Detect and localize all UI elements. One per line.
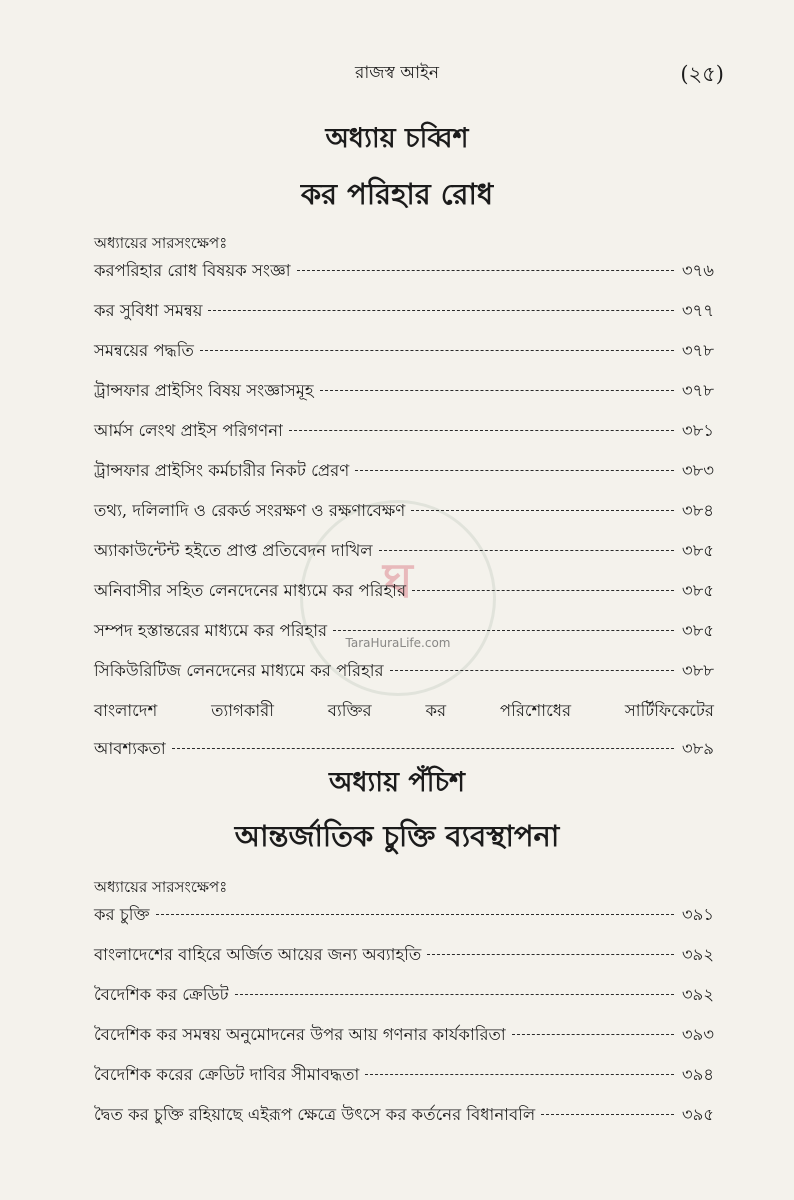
toc-entry[interactable]	[94, 618, 714, 658]
summary-label: অধ্যায়ের সারসংক্ষেপঃ	[94, 878, 228, 896]
toc-entry-title: অনিবাসীর সহিত লেনদেনের মাধ্যমে কর পরিহার	[94, 581, 407, 600]
toc-word: সার্টিফিকেটের	[624, 701, 714, 720]
toc-entry-title: সমন্বয়ের পদ্ধতি	[94, 341, 194, 360]
toc-entry-title: বৈদেশিক কর সমন্বয় অনুমোদনের উপর আয় গণনার কার্যকারিতা	[94, 1025, 506, 1044]
running-head	[0, 58, 794, 88]
toc-entry[interactable]	[94, 418, 714, 458]
dot-leader	[297, 270, 674, 271]
toc-entry-page: ৩৮৫	[681, 581, 714, 600]
toc-entry-title: অ্যাকাউন্টেন্ট হইতে প্রাপ্ত প্রতিবেদন দাখিল	[94, 541, 373, 560]
chapter-title: কর পরিহার রোধ	[300, 177, 494, 211]
toc-entry-title: বৈদেশিক কর ক্রেডিট	[94, 985, 229, 1004]
toc-entry-title: কর চুক্তি	[94, 905, 150, 924]
toc-entry-title: বৈদেশিক করের ক্রেডিট দাবির সীমাবদ্ধতা	[94, 1065, 360, 1084]
toc-entry-title: ট্রান্সফার প্রাইসিং কর্মচারীর নিকট প্রেরণ	[94, 461, 350, 480]
toc-entry[interactable]	[94, 298, 714, 338]
toc-entry[interactable]	[94, 538, 714, 578]
toc-entry-title: তথ্য, দলিলাদি ও রেকর্ড সংরক্ষণ ও রক্ষণাবেক্ষণ	[94, 501, 406, 520]
running-title: রাজস্ব আইন	[354, 63, 440, 83]
toc-entry[interactable]	[94, 338, 714, 378]
toc-entry-page: ৩৮১	[681, 421, 714, 440]
dot-leader	[156, 914, 674, 915]
toc-list-chapter-24	[94, 258, 714, 776]
toc-entry-page: ৩৮৩	[681, 461, 714, 480]
dot-leader	[541, 1114, 674, 1115]
toc-entry-page: ৩৮৯	[681, 739, 714, 758]
toc-entry[interactable]	[94, 1062, 714, 1102]
toc-word: ব্যক্তির	[327, 701, 372, 720]
chapter-label: অধ্যায় চব্বিশ	[325, 123, 469, 154]
toc-entry-page: ৩৭৬	[681, 261, 714, 280]
toc-entry-title: আবশ্যকতা	[94, 739, 166, 758]
toc-entry-title: দ্বৈত কর চুক্তি রহিয়াছে এইরূপ ক্ষেত্রে উৎসে কর কর্তনের বিধানাবলি	[94, 1105, 536, 1124]
toc-entry-page: ৩৮৫	[681, 621, 714, 640]
toc-entry[interactable]	[94, 982, 714, 1022]
toc-entry-title: কর সুবিধা সমন্বয়	[94, 301, 203, 320]
toc-entry-page: ৩৭৮	[681, 381, 714, 400]
dot-leader	[427, 954, 674, 955]
toc-entry[interactable]	[94, 498, 714, 538]
toc-entry[interactable]	[94, 1102, 714, 1142]
chapter-title: আন্তর্জাতিক চুক্তি ব্যবস্থাপনা	[234, 819, 560, 853]
toc-entry-page: ৩৭৮	[681, 341, 714, 360]
toc-entry-page: ৩৯৫	[681, 1105, 714, 1124]
toc-entry-title: সিকিউরিটিজ লেনদেনের মাধ্যমে কর পরিহার	[94, 661, 384, 680]
dot-leader	[333, 630, 674, 631]
dot-leader	[412, 590, 674, 591]
toc-word: পরিশোধের	[499, 701, 572, 720]
dot-leader	[390, 670, 674, 671]
toc-entry[interactable]	[94, 942, 714, 982]
toc-entry-page: ৩৯৪	[681, 1065, 714, 1084]
toc-entry-page: ৩৮৫	[681, 541, 714, 560]
chapter-label: অধ্যায় পঁচিশ	[328, 767, 466, 798]
toc-entry[interactable]	[94, 258, 714, 298]
toc-entry[interactable]	[94, 1022, 714, 1062]
toc-entry-title: বাংলাদেশের বাহিরে অর্জিত আয়ের জন্য অব্যাহতি	[94, 945, 422, 964]
dot-leader	[411, 510, 674, 511]
toc-entry-page: ৩৯২	[681, 985, 714, 1004]
dot-leader	[355, 470, 674, 471]
dot-leader	[200, 350, 674, 351]
toc-entry-page: ৩৯২	[681, 945, 714, 964]
toc-entry[interactable]	[94, 578, 714, 618]
toc-entry-page: ৩৯১	[681, 905, 714, 924]
toc-entry-page: ৩৮৮	[681, 661, 714, 680]
toc-entry-title: করপরিহার রোধ বিষয়ক সংজ্ঞা	[94, 261, 291, 280]
dot-leader	[512, 1034, 674, 1035]
dot-leader	[379, 550, 674, 551]
toc-entry[interactable]	[94, 378, 714, 418]
toc-entry-page: ৩৮৪	[681, 501, 714, 520]
watermark-logo-icon: ঘ	[383, 553, 413, 609]
page-number: (২৫)	[680, 62, 724, 86]
toc-list-chapter-25	[94, 902, 714, 1142]
watermark-text: TaraHuraLife.com	[345, 636, 451, 650]
toc-entry-title: আর্মস লেংথ প্রাইস পরিগণনা	[94, 421, 283, 440]
dot-leader	[289, 430, 674, 431]
dot-leader	[365, 1074, 674, 1075]
dot-leader	[208, 310, 674, 311]
toc-word: বাংলাদেশ	[94, 701, 158, 720]
toc-entry[interactable]	[94, 458, 714, 498]
summary-label: অধ্যায়ের সারসংক্ষেপঃ	[94, 234, 228, 252]
toc-entry-title-line1	[94, 698, 714, 736]
toc-entry-title: ট্রান্সফার প্রাইসিং বিষয় সংজ্ঞাসমূহ	[94, 381, 314, 400]
toc-word: কর	[425, 701, 447, 720]
dot-leader	[172, 748, 674, 749]
toc-entry[interactable]	[94, 658, 714, 698]
toc-entry[interactable]	[94, 902, 714, 942]
dot-leader	[320, 390, 674, 391]
toc-entry-page: ৩৭৭	[681, 301, 714, 320]
dot-leader	[235, 994, 674, 995]
toc-entry-title: সম্পদ হস্তান্তরের মাধ্যমে কর পরিহার	[94, 621, 328, 640]
toc-word: ত্যাগকারী	[211, 701, 274, 720]
toc-entry-page: ৩৯৩	[681, 1025, 714, 1044]
